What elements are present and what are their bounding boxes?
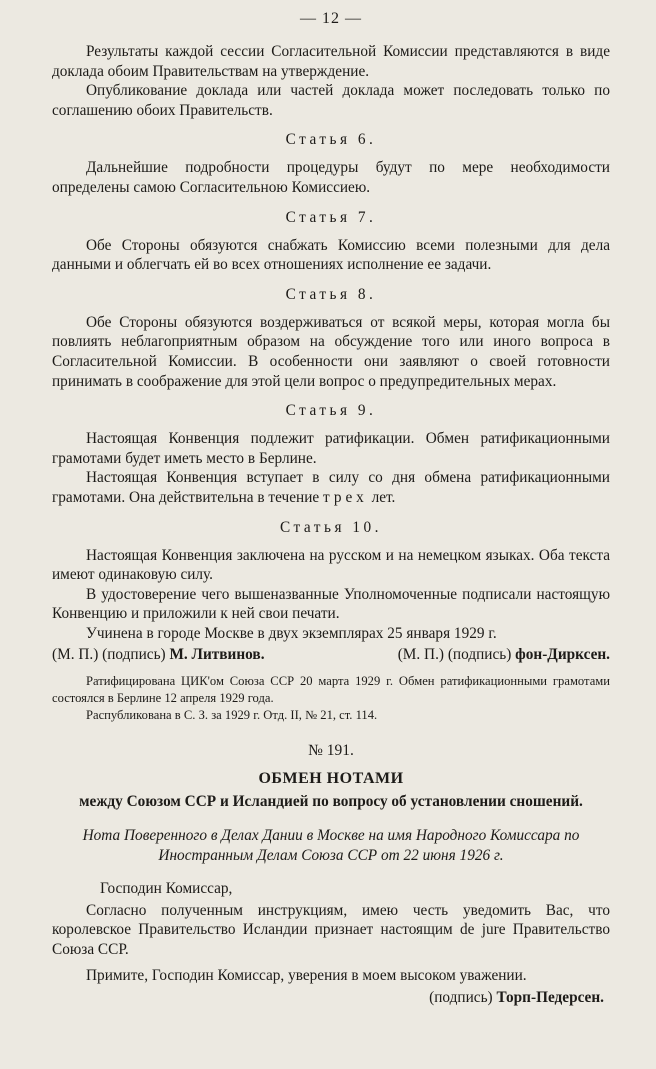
signature-left-name: М. Литвинов. (169, 646, 265, 664)
article-9-title: Статья 9. (285, 402, 377, 420)
article-9-text-2-pre: Настоящая Конвенция вступает в силу со дня обмена ратификационными грамотами. Она действительна в течение (52, 469, 610, 506)
article-6-title: Статья 6. (285, 131, 377, 149)
signature-left-prefix: (М. П.) (подпись) (52, 646, 166, 664)
note-closing: Примите, Господин Комиссар, уверения в моем высоком уважении. (86, 966, 527, 984)
article-8-title: Статья 8. (285, 285, 377, 303)
paragraph-results: Результаты каждой сессии Согласительной Комиссии представляются в виде доклада обоим Правительствам на утверждение. (52, 43, 610, 80)
signature-left (52, 645, 265, 665)
article-10-text-1: Настоящая Конвенция заключена на русском и на немецком языках. Оба текста имеют одинаковую силу. (52, 546, 610, 584)
note-signature-prefix: (подпись) (429, 989, 493, 1007)
document-subheading: между Союзом ССР и Исландией по вопросу об установлении сношений. (79, 793, 583, 811)
ratification-note: Ратифицирована ЦИК'ом Союза ССР 20 марта 1929 г. Обмен ратификационными грамотами состоялся в Берлине 12 апреля 1929 года. (52, 674, 610, 706)
paragraph-publication: Опубликование доклада или частей доклада может последовать только по соглашению обоих Правительств. (52, 82, 610, 119)
article-10-title: Статья 10. (280, 518, 382, 536)
salutation: Господин Комиссар, (100, 880, 233, 898)
article-9-text-2-post: лет. (367, 488, 396, 506)
note-signature (52, 989, 610, 1007)
article-6-text: Дальнейшие подробности процедуры будут по мере необходимости определены самою Согласительною Комиссиею. (52, 159, 610, 196)
document-heading: ОБМЕН НОТАМИ (258, 770, 404, 788)
note-title: Нота Поверенного в Делах Дании в Москве на имя Народного Комиссара по Иностранным Делам Союза ССР от 22 июня 1926 г. (82, 827, 580, 864)
signature-right-prefix: (М. П.) (подпись) (397, 646, 512, 664)
article-10-text-2: В удостоверение чего вышеназванные Уполномоченные подписали настоящую Конвенцию и приложили к ней свои печати. (52, 585, 610, 623)
article-7-text: Обе Стороны обязуются снабжать Комиссию всеми полезными для дела данными и облегчать ей во всех отношениях исполнение ее задачи. (52, 236, 610, 274)
signature-right (398, 645, 610, 665)
page-number: — 12 — (300, 10, 362, 27)
note-body: Согласно полученным инструкциям, имею честь уведомить Вас, что королевское Правительство Исландии признает настоящим de jure Правительство Союза ССР. (52, 901, 610, 959)
note-signature-name: Торп-Педерсен. (496, 989, 604, 1007)
signature-right-name: фон-Дирксен. (515, 646, 610, 664)
document-number: № 191. (308, 742, 354, 760)
publication-note: Распубликована в С. З. за 1929 г. Отд. II, № 21, ст. 114. (86, 708, 378, 723)
article-10-text-3: Учинена в городе Москве в двух экземплярах 25 января 1929 г. (86, 624, 497, 642)
signatures-line (52, 645, 610, 665)
article-9-spaced-word: трех (323, 488, 368, 506)
article-9-text-2 (52, 468, 610, 507)
article-7-title: Статья 7. (285, 208, 377, 226)
article-8-text: Обе Стороны обязуются воздерживаться от всякой меры, которая могла бы повлиять неблагоприятным образом на обсуждение того или иного вопроса в Согласительной Комиссии. В особенности они заявляют о своей готовности принимать в соображение для этой цели вопрос о предупредительных мерах. (52, 313, 610, 390)
article-9-text-1: Настоящая Конвенция подлежит ратификации. Обмен ратификационными грамотами будет иметь место в Берлине. (52, 430, 610, 467)
